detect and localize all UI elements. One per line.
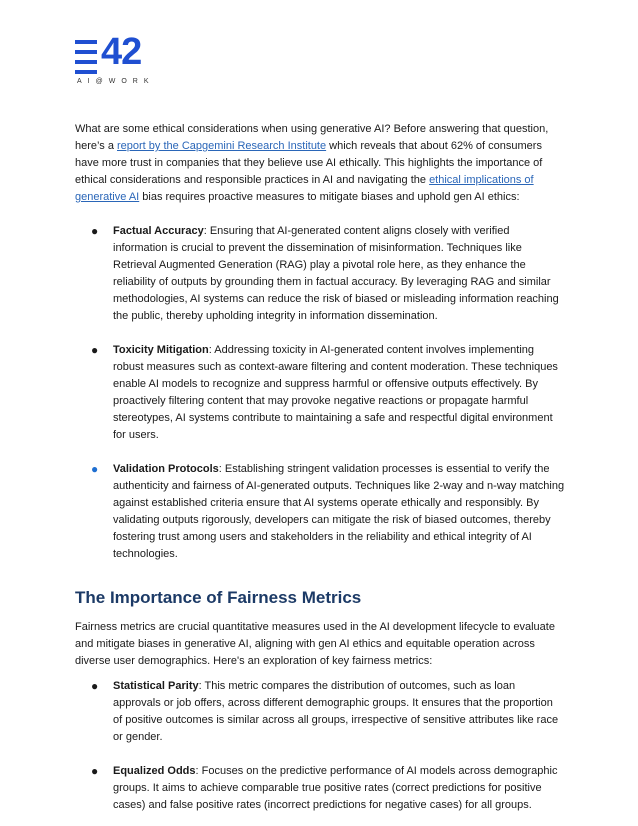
logo-tagline: AI@WORK bbox=[77, 78, 155, 85]
list-item bbox=[75, 342, 565, 444]
document-body bbox=[75, 121, 565, 814]
bullet-title: Factual Accuracy bbox=[113, 225, 204, 237]
bullet-title: Statistical Parity bbox=[113, 680, 199, 692]
list-item bbox=[75, 763, 565, 814]
bullet-text: : Addressing toxicity in AI-generated content involves implementing robust measures such as context-aware filtering and content moderation. These techniques enable AI models to recognize and suppress harmful or offensive outputs effectively. By proactively filtering content that may provoke negative reactions or propagate harmful stereotypes, AI systems contribute to maintaining a safe and respectful digital environment for users. bbox=[113, 344, 558, 441]
bullet-text: : Ensuring that AI-generated content aligns closely with verified information is crucial to prevent the dissemination of misinformation. Techniques like Retrieval Augmented Generation (RAG) play a pivotal role here, as they enhance the reliability of outputs by grounding them in factual accuracy. By leveraging RAG and similar methodologies, AI systems can reduce the risk of biased or misleading information reaching the public, thereby upholding integrity in information dissemination. bbox=[113, 225, 559, 322]
section-heading: The Importance of Fairness Metrics bbox=[75, 588, 362, 607]
logo-number: 42 bbox=[101, 31, 142, 73]
bullet-icon: ● bbox=[91, 679, 99, 693]
intro-text-2: which reveals that about 62% of consumers have more trust in companies that they believe use AI ethically. This highlights the importance of ethical considerations and responsible practices in AI and navigating the bbox=[75, 140, 543, 186]
logo-bars-icon bbox=[75, 40, 97, 80]
list-item bbox=[75, 223, 565, 325]
intro-text-3: bias requires proactive measures to mitigate biases and uphold gen AI ethics: bbox=[139, 191, 520, 203]
bullet-title: Validation Protocols bbox=[113, 463, 219, 475]
bullet-icon: ● bbox=[91, 764, 99, 778]
bullet-text: : Establishing stringent validation processes is essential to verify the authenticity and fairness of AI-generated outputs. Techniques like 2-way and n-way matching against established criteria ensure that AI systems operate ethically and responsibly. By validating outputs rigorously, developers can mitigate the risk of biased outcomes, thereby fostering trust among users and stakeholders in the reliability and ethical integrity of AI technologies. bbox=[113, 463, 565, 560]
e42-logo bbox=[75, 31, 171, 90]
intro-paragraph bbox=[75, 121, 565, 206]
bullet-text: : Focuses on the predictive performance of AI models across demographic groups. It aims to achieve comparable true positive rates (correct predictions for positive cases) and false positive rates (incorrect predictions for negative cases) for all groups. bbox=[113, 765, 558, 811]
bullet-title: Equalized Odds bbox=[113, 765, 196, 777]
bullet-icon: ● bbox=[91, 462, 99, 476]
bullet-text: : This metric compares the distribution of outcomes, such as loan approvals or job offers, across different demographic groups. It ensures that the proportion of positive outcomes is similar across all groups, irrespective of sensitive attributes like race or gender. bbox=[113, 680, 559, 743]
ethical-implications-link[interactable]: ethical implications of generative AI bbox=[75, 174, 534, 203]
list-item bbox=[75, 461, 565, 563]
intro-text-1: What are some ethical considerations when using generative AI? Before answering that question, here’s a bbox=[75, 123, 549, 152]
capgemini-report-link[interactable]: report by the Capgemini Research Institute bbox=[117, 140, 327, 152]
list-item bbox=[75, 678, 565, 746]
fairness-bullet-list bbox=[75, 678, 565, 814]
ethics-bullet-list bbox=[75, 223, 565, 563]
bullet-title: Toxicity Mitigation bbox=[113, 344, 209, 356]
bullet-icon: ● bbox=[91, 224, 99, 238]
bullet-icon: ● bbox=[91, 343, 99, 357]
fairness-intro-paragraph: Fairness metrics are crucial quantitative measures used in the AI development lifecycle to evaluate and mitigate biases in generative AI, aligning with gen AI ethics and equitable operation across diverse user demographics. Here's an exploration of key fairness metrics: bbox=[75, 621, 555, 667]
